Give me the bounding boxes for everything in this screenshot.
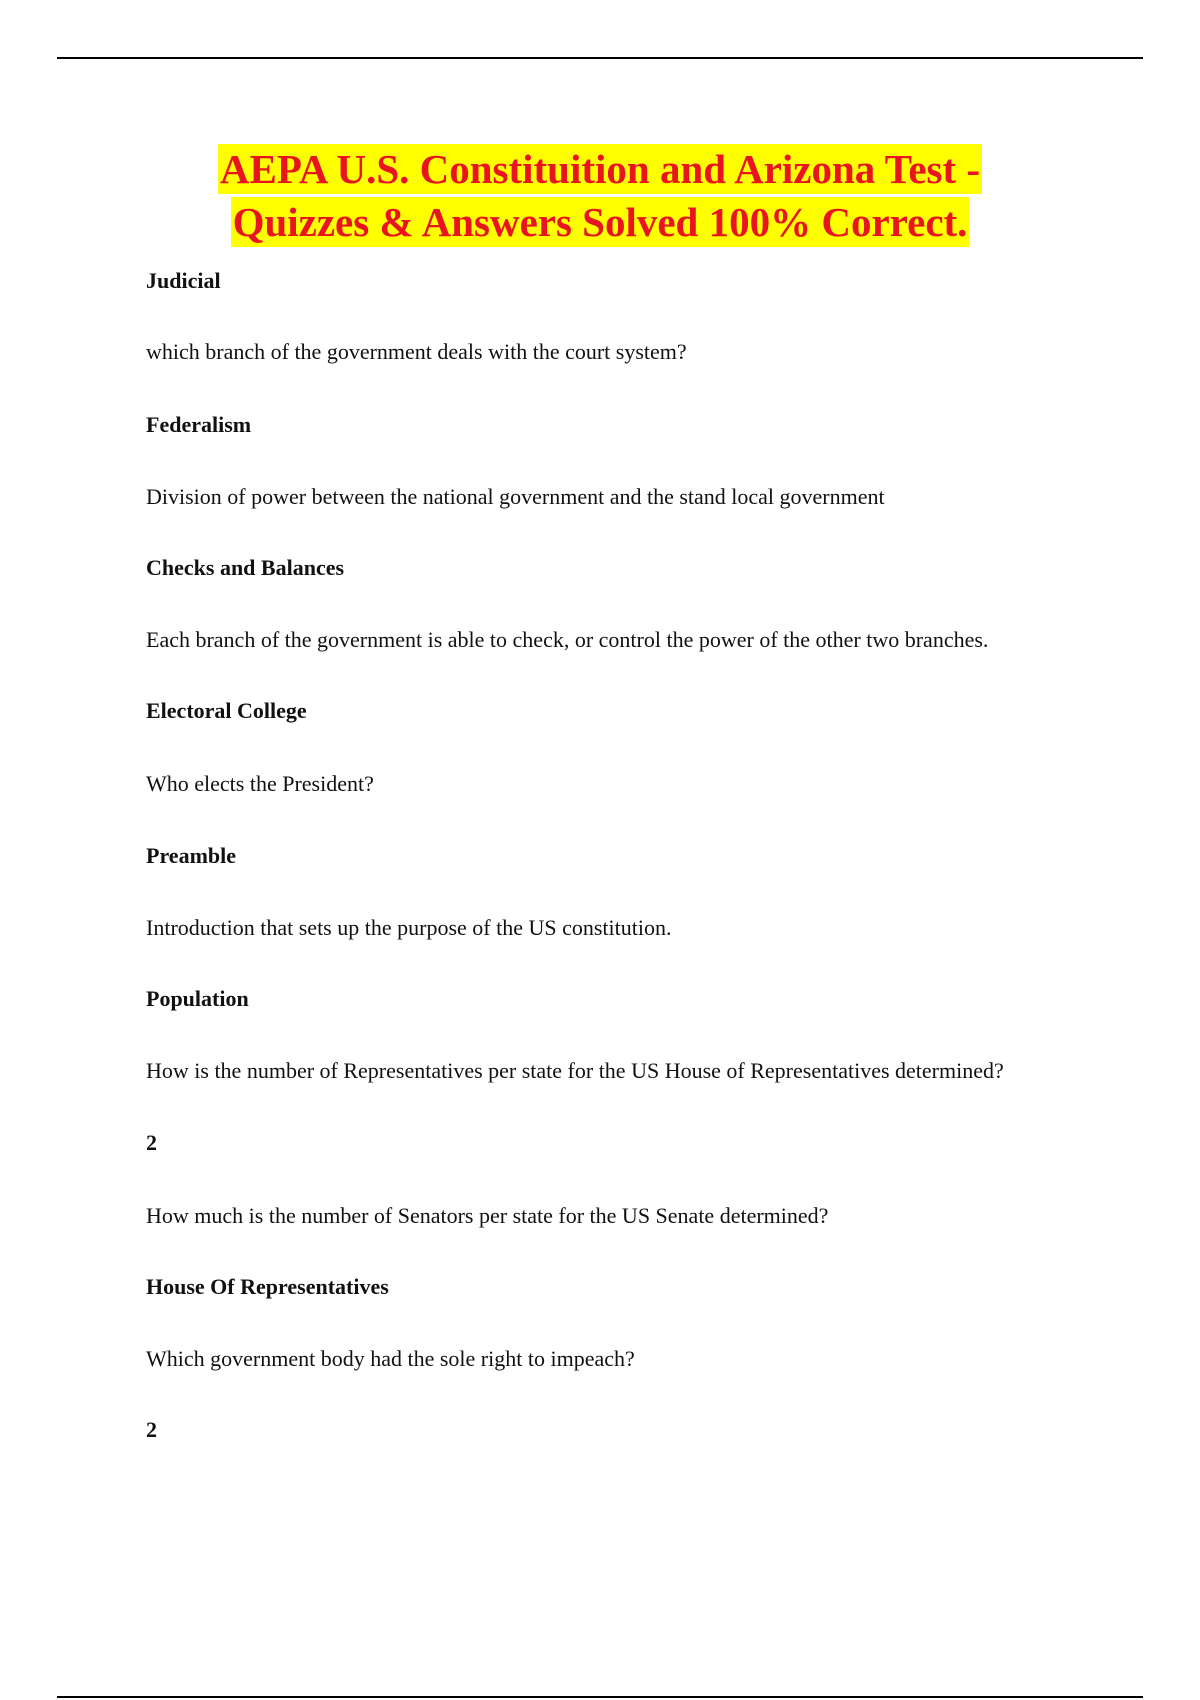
term-population: Population <box>146 986 249 1011</box>
definition-population: How is the number of Representatives per state for the US House of Representatives determined? <box>146 1058 1004 1083</box>
term-preamble: Preamble <box>146 843 237 868</box>
definition-checks-and-balances: Each branch of the government is able to check, or control the power of the other two branches. <box>146 627 989 652</box>
title-line-1: AEPA U.S. Constituition and Arizona Test - <box>219 146 981 192</box>
definition-preamble: Introduction that sets up the purpose of the US constitution. <box>146 915 672 940</box>
term-federalism: Federalism <box>146 412 252 437</box>
document-title <box>0 143 1200 249</box>
term-judicial: Judicial <box>146 268 221 293</box>
bottom-divider <box>57 1696 1143 1698</box>
top-divider <box>57 57 1143 59</box>
definition-electoral-college: Who elects the President? <box>146 771 374 796</box>
term-checks-and-balances: Checks and Balances <box>146 555 345 580</box>
title-line-2: Quizzes & Answers Solved 100% Correct. <box>232 199 968 245</box>
definition-federalism: Division of power between the national government and the stand local government <box>146 484 885 509</box>
term-electoral-college: Electoral College <box>146 698 307 723</box>
term-house-of-representatives: House Of Representatives <box>146 1274 389 1299</box>
definition-judicial: which branch of the government deals with the court system? <box>146 339 687 364</box>
term-senators-count: 2 <box>146 1130 157 1155</box>
definition-house-of-representatives: Which government body had the sole right to impeach? <box>146 1346 635 1371</box>
definition-senators-count: How much is the number of Senators per state for the US Senate determined? <box>146 1203 829 1228</box>
term-final-2: 2 <box>146 1417 157 1442</box>
